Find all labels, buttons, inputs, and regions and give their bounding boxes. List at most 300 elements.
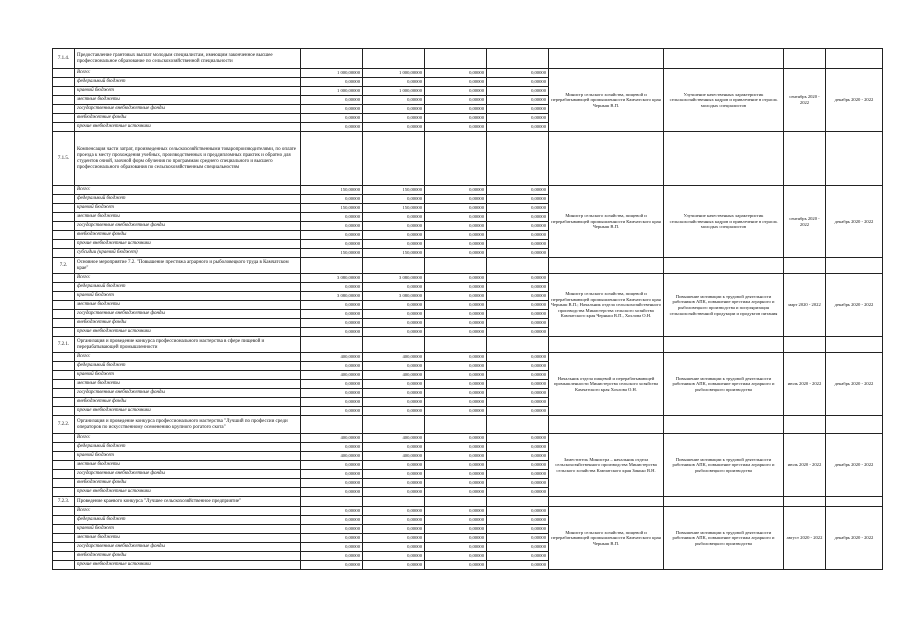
value-cell: 0,00000 <box>487 470 549 479</box>
executor-cell: Министр сельского хозяйства, пищевой и перерабатывающей промышленности Камчатского края Черныш В.П.; Начальник отдела сельскохозяйственного производства Министерства сельского хозяйства Камчатского края Черныш В.П., Хохлова О.Н. <box>549 274 664 337</box>
value-cell: 0,00000 <box>301 461 363 470</box>
value-cell: 0,00000 <box>487 231 549 240</box>
value-cell: 0,00000 <box>301 78 363 87</box>
executor-cell: Министр сельского хозяйства, пищевой и перерабатывающей промышленности Камчатского края Черныш В.П. <box>549 186 664 258</box>
blank-code-cell <box>53 301 75 310</box>
block-code: 7.1.4. <box>53 49 75 69</box>
value-cell: 0,00000 <box>301 240 363 249</box>
block-code: 7.1.5. <box>53 132 75 186</box>
empty-side-cell <box>826 258 883 274</box>
value-cell: 0,00000 <box>487 434 549 443</box>
value-cell: 0,00000 <box>363 488 425 497</box>
blank-code-cell <box>53 380 75 389</box>
value-cell: 0,00000 <box>425 213 487 222</box>
empty-value-cell <box>363 258 425 274</box>
empty-value-cell <box>487 258 549 274</box>
value-cell: 0,00000 <box>363 328 425 337</box>
value-cell: 150,00000 <box>301 186 363 195</box>
empty-value-cell <box>487 49 549 69</box>
row-label: краевой бюджет <box>75 204 301 213</box>
value-cell: 0,00000 <box>425 96 487 105</box>
value-cell: 0,00000 <box>301 114 363 123</box>
value-cell: 3 080,00000 <box>363 292 425 301</box>
value-cell: 0,00000 <box>301 443 363 452</box>
row-label: Всего: <box>75 434 301 443</box>
empty-side-cell <box>549 132 664 186</box>
empty-value-cell <box>363 497 425 507</box>
row-label: прочие внебюджетные источники <box>75 561 301 570</box>
value-cell: 0,00000 <box>487 213 549 222</box>
value-cell: 150,00000 <box>363 249 425 258</box>
value-cell: 0,00000 <box>301 362 363 371</box>
empty-side-cell <box>664 497 784 507</box>
value-cell: 0,00000 <box>301 552 363 561</box>
value-cell: 0,00000 <box>363 443 425 452</box>
start-cell: июль 2020 - 2022 <box>784 353 826 416</box>
blank-code-cell <box>53 470 75 479</box>
value-cell: 0,00000 <box>363 407 425 416</box>
empty-side-cell <box>664 49 784 69</box>
value-cell: 0,00000 <box>487 371 549 380</box>
executor-cell: Заместитель Министра – начальник отдела сельскохозяйственного производства Министерства сельского хозяйства Камчатского края Зинько В.Н. <box>549 434 664 497</box>
value-cell: 0,00000 <box>363 319 425 328</box>
table-row <box>53 69 883 78</box>
block-title: Организация и проведение конкурса профессионального мастерства в сфере пищевой и перерабатывающей промышленности <box>75 337 301 353</box>
blank-code-cell <box>53 283 75 292</box>
value-cell: 0,00000 <box>425 534 487 543</box>
value-cell: 0,00000 <box>425 488 487 497</box>
blank-code-cell <box>53 249 75 258</box>
empty-value-cell <box>301 497 363 507</box>
value-cell: 0,00000 <box>301 105 363 114</box>
empty-value-cell <box>487 337 549 353</box>
blank-code-cell <box>53 292 75 301</box>
value-cell: 0,00000 <box>487 195 549 204</box>
blank-code-cell <box>53 195 75 204</box>
blank-code-cell <box>53 488 75 497</box>
value-cell: 0,00000 <box>425 479 487 488</box>
blank-code-cell <box>53 204 75 213</box>
value-cell: 0,00000 <box>301 516 363 525</box>
empty-value-cell <box>301 132 363 186</box>
row-label: субсидии (краевой бюджет) <box>75 249 301 258</box>
value-cell: 0,00000 <box>425 470 487 479</box>
value-cell: 0,00000 <box>301 380 363 389</box>
value-cell: 0,00000 <box>363 534 425 543</box>
value-cell: 0,00000 <box>425 507 487 516</box>
row-label: внебюджетные фонды <box>75 398 301 407</box>
blank-code-cell <box>53 310 75 319</box>
value-cell: 400,00000 <box>363 353 425 362</box>
blank-code-cell <box>53 479 75 488</box>
row-label: краевой бюджет <box>75 87 301 96</box>
value-cell: 0,00000 <box>425 371 487 380</box>
value-cell: 0,00000 <box>301 328 363 337</box>
value-cell: 1 000,00000 <box>363 87 425 96</box>
value-cell: 0,00000 <box>425 380 487 389</box>
value-cell: 0,00000 <box>301 213 363 222</box>
value-cell: 0,00000 <box>425 123 487 132</box>
value-cell: 0,00000 <box>487 525 549 534</box>
row-label: Всего: <box>75 507 301 516</box>
value-cell: 150,00000 <box>363 186 425 195</box>
row-label: местные бюджеты <box>75 534 301 543</box>
row-label: государственные внебюджетные фонды <box>75 222 301 231</box>
executor-cell: Министр сельского хозяйства, пищевой и перерабатывающей промышленности Камчатского края Черныш В.П. <box>549 507 664 570</box>
value-cell: 0,00000 <box>425 87 487 96</box>
result-cell: Повышение мотивации к трудовой деятельности работников АПК, повышение престижа аграрного и рыболовецкого производства <box>664 507 784 570</box>
empty-value-cell <box>301 416 363 434</box>
empty-value-cell <box>425 258 487 274</box>
value-cell: 0,00000 <box>301 222 363 231</box>
value-cell: 0,00000 <box>425 561 487 570</box>
table-row <box>53 353 883 362</box>
row-label: местные бюджеты <box>75 96 301 105</box>
blank-code-cell <box>53 222 75 231</box>
empty-side-cell <box>826 416 883 434</box>
value-cell: 0,00000 <box>487 516 549 525</box>
value-cell: 0,00000 <box>425 516 487 525</box>
blank-code-cell <box>53 407 75 416</box>
value-cell: 0,00000 <box>487 114 549 123</box>
value-cell: 0,00000 <box>363 470 425 479</box>
value-cell: 0,00000 <box>425 543 487 552</box>
empty-value-cell <box>487 416 549 434</box>
value-cell: 1 000,00000 <box>363 69 425 78</box>
block-title: Основное мероприятие 7.2. "Повышение престижа аграрного и рыболовецкого труда в Камчатском крае" <box>75 258 301 274</box>
value-cell: 0,00000 <box>425 525 487 534</box>
value-cell: 0,00000 <box>487 283 549 292</box>
value-cell: 0,00000 <box>487 488 549 497</box>
empty-side-cell <box>784 258 826 274</box>
row-label: Всего: <box>75 69 301 78</box>
value-cell: 0,00000 <box>487 274 549 283</box>
block-title-row <box>53 49 883 69</box>
value-cell: 0,00000 <box>487 87 549 96</box>
value-cell: 0,00000 <box>425 69 487 78</box>
value-cell: 0,00000 <box>425 195 487 204</box>
row-label: федеральный бюджет <box>75 195 301 204</box>
budget-table-sheet <box>52 48 882 628</box>
value-cell: 0,00000 <box>363 310 425 319</box>
row-label: внебюджетные фонды <box>75 319 301 328</box>
value-cell: 0,00000 <box>363 213 425 222</box>
blank-code-cell <box>53 96 75 105</box>
empty-value-cell <box>425 337 487 353</box>
value-cell: 0,00000 <box>425 105 487 114</box>
value-cell: 0,00000 <box>363 283 425 292</box>
blank-code-cell <box>53 69 75 78</box>
value-cell: 0,00000 <box>487 328 549 337</box>
empty-side-cell <box>784 132 826 186</box>
value-cell: 0,00000 <box>301 231 363 240</box>
blank-code-cell <box>53 525 75 534</box>
value-cell: 150,00000 <box>301 204 363 213</box>
value-cell: 0,00000 <box>301 301 363 310</box>
value-cell: 0,00000 <box>487 561 549 570</box>
blank-code-cell <box>53 186 75 195</box>
value-cell: 0,00000 <box>425 362 487 371</box>
table-row <box>53 507 883 516</box>
value-cell: 0,00000 <box>487 552 549 561</box>
row-label: прочие внебюджетные источники <box>75 123 301 132</box>
empty-side-cell <box>826 337 883 353</box>
row-label: Всего: <box>75 274 301 283</box>
empty-value-cell <box>301 258 363 274</box>
value-cell: 0,00000 <box>363 123 425 132</box>
block-code: 7.2. <box>53 258 75 274</box>
blank-code-cell <box>53 114 75 123</box>
value-cell: 0,00000 <box>301 507 363 516</box>
value-cell: 0,00000 <box>301 398 363 407</box>
value-cell: 0,00000 <box>487 240 549 249</box>
empty-side-cell <box>826 132 883 186</box>
row-label: Всего: <box>75 353 301 362</box>
start-cell: сентябрь 2020 - 2022 <box>784 69 826 132</box>
value-cell: 0,00000 <box>487 407 549 416</box>
value-cell: 0,00000 <box>425 240 487 249</box>
row-label: федеральный бюджет <box>75 283 301 292</box>
value-cell: 0,00000 <box>301 195 363 204</box>
row-label: федеральный бюджет <box>75 443 301 452</box>
blank-code-cell <box>53 231 75 240</box>
value-cell: 3 080,00000 <box>363 274 425 283</box>
value-cell: 0,00000 <box>425 186 487 195</box>
value-cell: 0,00000 <box>487 380 549 389</box>
blank-code-cell <box>53 274 75 283</box>
value-cell: 0,00000 <box>425 353 487 362</box>
row-label: краевой бюджет <box>75 452 301 461</box>
row-label: внебюджетные фонды <box>75 552 301 561</box>
row-label: краевой бюджет <box>75 292 301 301</box>
value-cell: 0,00000 <box>363 398 425 407</box>
empty-side-cell <box>664 132 784 186</box>
row-label: местные бюджеты <box>75 461 301 470</box>
value-cell: 400,00000 <box>363 371 425 380</box>
value-cell: 0,00000 <box>425 292 487 301</box>
empty-value-cell <box>487 132 549 186</box>
value-cell: 0,00000 <box>425 407 487 416</box>
value-cell: 0,00000 <box>301 543 363 552</box>
row-label: внебюджетные фонды <box>75 479 301 488</box>
empty-side-cell <box>784 416 826 434</box>
value-cell: 0,00000 <box>425 319 487 328</box>
value-cell: 0,00000 <box>301 488 363 497</box>
empty-side-cell <box>549 497 664 507</box>
empty-value-cell <box>301 49 363 69</box>
row-label: Всего: <box>75 186 301 195</box>
value-cell: 0,00000 <box>487 479 549 488</box>
value-cell: 0,00000 <box>425 222 487 231</box>
period-cell: декабрь 2020 - 2022 <box>826 434 883 497</box>
value-cell: 0,00000 <box>363 195 425 204</box>
value-cell: 0,00000 <box>363 516 425 525</box>
value-cell: 0,00000 <box>363 231 425 240</box>
value-cell: 0,00000 <box>301 561 363 570</box>
value-cell: 0,00000 <box>301 389 363 398</box>
empty-value-cell <box>425 132 487 186</box>
value-cell: 0,00000 <box>301 310 363 319</box>
value-cell: 0,00000 <box>363 380 425 389</box>
value-cell: 0,00000 <box>487 78 549 87</box>
value-cell: 0,00000 <box>363 301 425 310</box>
value-cell: 0,00000 <box>425 301 487 310</box>
empty-side-cell <box>784 497 826 507</box>
blank-code-cell <box>53 362 75 371</box>
value-cell: 0,00000 <box>487 222 549 231</box>
value-cell: 0,00000 <box>363 543 425 552</box>
blank-code-cell <box>53 78 75 87</box>
block-code: 7.2.2. <box>53 416 75 434</box>
blank-code-cell <box>53 561 75 570</box>
block-code: 7.2.1. <box>53 337 75 353</box>
blank-code-cell <box>53 353 75 362</box>
row-label: прочие внебюджетные источники <box>75 488 301 497</box>
start-cell: март 2020 - 2022 <box>784 274 826 337</box>
value-cell: 0,00000 <box>487 543 549 552</box>
value-cell: 0,00000 <box>363 389 425 398</box>
blank-code-cell <box>53 443 75 452</box>
empty-side-cell <box>549 416 664 434</box>
result-cell: Повышение мотивации к трудовой деятельности работников АПК, повышение престижа аграрного и рыболовецкого производства <box>664 353 784 416</box>
block-title-row <box>53 416 883 434</box>
block-code: 7.2.3. <box>53 497 75 507</box>
value-cell: 0,00000 <box>487 249 549 258</box>
value-cell: 0,00000 <box>487 204 549 213</box>
value-cell: 400,00000 <box>301 452 363 461</box>
block-title: Предоставление грантовых выплат молодым специалистам, имеющим законченное высшее профессиональное образование по сельскохозяйственной специальности <box>75 49 301 69</box>
value-cell: 0,00000 <box>425 452 487 461</box>
row-label: государственные внебюджетные фонды <box>75 105 301 114</box>
block-title-row <box>53 337 883 353</box>
value-cell: 0,00000 <box>487 301 549 310</box>
value-cell: 0,00000 <box>425 552 487 561</box>
period-cell: декабрь 2020 - 2022 <box>826 186 883 258</box>
empty-value-cell <box>425 416 487 434</box>
value-cell: 0,00000 <box>487 310 549 319</box>
table-row <box>53 434 883 443</box>
result-cell: Повышение мотивации к трудовой деятельности работников АПК, повышение престижа аграрного и рыболовецкого производства <box>664 434 784 497</box>
row-label: краевой бюджет <box>75 371 301 380</box>
row-label: прочие внебюджетные источники <box>75 328 301 337</box>
empty-side-cell <box>784 49 826 69</box>
value-cell: 0,00000 <box>487 362 549 371</box>
start-cell: август 2020 - 2022 <box>784 507 826 570</box>
table-row <box>53 186 883 195</box>
blank-code-cell <box>53 434 75 443</box>
value-cell: 0,00000 <box>363 507 425 516</box>
value-cell: 0,00000 <box>301 96 363 105</box>
value-cell: 0,00000 <box>487 452 549 461</box>
blank-code-cell <box>53 371 75 380</box>
value-cell: 400,00000 <box>363 434 425 443</box>
value-cell: 0,00000 <box>363 525 425 534</box>
value-cell: 0,00000 <box>425 389 487 398</box>
result-cell: Повышение мотивации к трудовой деятельности работников АПК, повышение престижа аграрного и рыболовецкого производства и популяризация сельскохозяйственной продукции и продуктов питания <box>664 274 784 337</box>
value-cell: 0,00000 <box>425 310 487 319</box>
executor-cell: Министр сельского хозяйства, пищевой и перерабатывающей промышленности Камчатского края Черныш В.П. <box>549 69 664 132</box>
row-label: государственные внебюджетные фонды <box>75 543 301 552</box>
value-cell: 0,00000 <box>363 78 425 87</box>
row-label: местные бюджеты <box>75 301 301 310</box>
blank-code-cell <box>53 105 75 114</box>
row-label: местные бюджеты <box>75 380 301 389</box>
block-title-row <box>53 258 883 274</box>
period-cell: декабрь 2020 - 2022 <box>826 69 883 132</box>
blank-code-cell <box>53 516 75 525</box>
value-cell: 400,00000 <box>301 353 363 362</box>
value-cell: 0,00000 <box>487 319 549 328</box>
blank-code-cell <box>53 123 75 132</box>
blank-code-cell <box>53 328 75 337</box>
blank-code-cell <box>53 87 75 96</box>
value-cell: 0,00000 <box>487 123 549 132</box>
block-title: Организация и проведение конкурса профессионального мастерства "Лучший по профессии среди операторов по искусственному осеменению крупного рогатого скота" <box>75 416 301 434</box>
period-cell: декабрь 2020 - 2022 <box>826 353 883 416</box>
empty-value-cell <box>363 337 425 353</box>
value-cell: 0,00000 <box>301 525 363 534</box>
value-cell: 0,00000 <box>363 105 425 114</box>
value-cell: 1 000,00000 <box>301 87 363 96</box>
empty-side-cell <box>549 337 664 353</box>
block-title: Проведение краевого конкурса "Лучшее сельскохозяйственное предприятие" <box>75 497 301 507</box>
blank-code-cell <box>53 398 75 407</box>
value-cell: 0,00000 <box>487 398 549 407</box>
value-cell: 0,00000 <box>301 283 363 292</box>
table-row <box>53 274 883 283</box>
value-cell: 0,00000 <box>425 274 487 283</box>
row-label: федеральный бюджет <box>75 362 301 371</box>
value-cell: 0,00000 <box>487 443 549 452</box>
value-cell: 400,00000 <box>301 371 363 380</box>
value-cell: 0,00000 <box>363 114 425 123</box>
empty-value-cell <box>425 497 487 507</box>
row-label: местные бюджеты <box>75 213 301 222</box>
value-cell: 0,00000 <box>425 328 487 337</box>
value-cell: 0,00000 <box>363 552 425 561</box>
value-cell: 0,00000 <box>487 105 549 114</box>
result-cell: Улучшение качественных характеристик сельскохозяйственных кадров и привлечение в отрасль молодых специалистов <box>664 186 784 258</box>
blank-code-cell <box>53 534 75 543</box>
value-cell: 0,00000 <box>487 507 549 516</box>
value-cell: 0,00000 <box>363 96 425 105</box>
blank-code-cell <box>53 389 75 398</box>
value-cell: 0,00000 <box>487 186 549 195</box>
empty-value-cell <box>363 49 425 69</box>
value-cell: 0,00000 <box>425 249 487 258</box>
value-cell: 0,00000 <box>301 534 363 543</box>
period-cell: декабрь 2020 - 2022 <box>826 507 883 570</box>
value-cell: 0,00000 <box>487 389 549 398</box>
value-cell: 0,00000 <box>487 534 549 543</box>
blank-code-cell <box>53 452 75 461</box>
value-cell: 0,00000 <box>425 283 487 292</box>
result-cell: Улучшение качественных характеристик сельскохозяйственных кадров и привлечение в отрасль молодых специалистов <box>664 69 784 132</box>
value-cell: 150,00000 <box>301 249 363 258</box>
value-cell: 0,00000 <box>487 96 549 105</box>
value-cell: 0,00000 <box>363 561 425 570</box>
empty-side-cell <box>664 258 784 274</box>
value-cell: 0,00000 <box>363 222 425 231</box>
value-cell: 0,00000 <box>363 240 425 249</box>
start-cell: июль 2020 - 2022 <box>784 434 826 497</box>
blank-code-cell <box>53 543 75 552</box>
value-cell: 400,00000 <box>301 434 363 443</box>
blank-code-cell <box>53 240 75 249</box>
value-cell: 0,00000 <box>425 78 487 87</box>
empty-side-cell <box>664 337 784 353</box>
value-cell: 0,00000 <box>425 204 487 213</box>
